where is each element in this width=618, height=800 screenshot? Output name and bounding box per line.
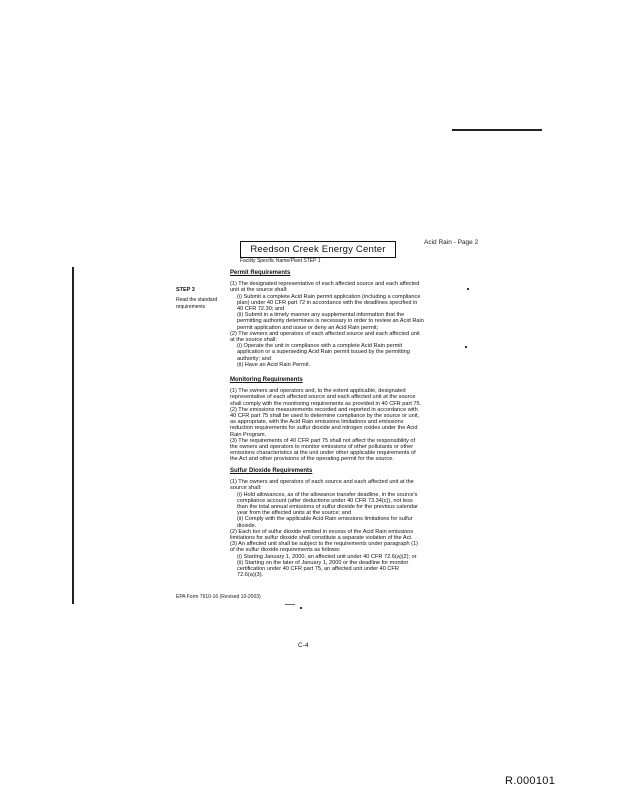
sulfur-dioxide-requirements-section	[230, 468, 485, 578]
body-line: plan) under 40 CFR part 72 in accordance with the deadlines specified in	[237, 299, 418, 306]
body-line: (2) Each ton of sulfur dioxide emitted in excess of the Acid Rain emissions	[230, 528, 414, 535]
body-line: (1) The designated representative of each affected source and each affected	[230, 281, 420, 288]
page-label: Acid Rain - Page 2	[424, 239, 479, 246]
scan-speck	[465, 346, 467, 348]
scan-artifact-line	[452, 129, 542, 131]
body-line: (ii) Have an Acid Rain Permit.	[237, 361, 311, 368]
section-title: Permit Requirements	[230, 270, 291, 276]
body-line: dioxide.	[237, 522, 257, 529]
body-line: Rain Program.	[230, 431, 267, 438]
body-line: permit application and issue or deny an Acid Rain permit;	[237, 324, 379, 331]
body-line: authority; and	[237, 355, 271, 362]
body-line: (1) The owners and operators and, to the extent applicable, designated	[230, 388, 406, 395]
left-margin-rule	[72, 267, 74, 604]
section-title: Monitoring Requirements	[230, 377, 303, 383]
body-line: 40 CFR 72.30; and	[237, 306, 285, 313]
step-label: STEP 3	[176, 287, 195, 293]
body-line: 72.6(a)(3).	[237, 572, 264, 579]
body-line: (ii) Submit in a timely manner any supplemental information that the	[237, 312, 405, 319]
form-reference: EPA Form 7610-16 (Revised 10-2003)	[176, 594, 261, 600]
body-line: (i) Starting January 1, 2000, an affected unit under 40 CFR 72.6(a)(2); or	[237, 553, 417, 560]
page-number: C-4	[298, 642, 309, 649]
body-line: (3) An affected unit shall be subject to the requirements under paragraph (1)	[230, 541, 419, 548]
body-line: (ii) Starting on the later of January 1, 2000 or the deadline for monitor	[237, 559, 409, 566]
body-line: unit at the source shall:	[230, 287, 288, 294]
body-line: shall comply with the monitoring requirements as provided in 40 CFR part 75.	[230, 400, 422, 407]
body-line: (3) The requirements of 40 CFR part 75 shall not affect the responsibility of	[230, 437, 416, 444]
body-line: source shall:	[230, 485, 262, 492]
facility-name-box: Reedson Creek Energy Center	[240, 241, 396, 258]
body-line: reduction requirements for sulfur dioxide and nitrogen oxides under the Acid	[230, 425, 418, 432]
body-line: application or a superseding Acid Rain permit issued by the permitting	[237, 349, 410, 356]
body-line: than the total annual emissions of sulfur dioxide for the previous calendar	[237, 504, 418, 511]
body-line: compliance account (after deductions under 40 CFR 73.34(c)), not less	[237, 497, 413, 504]
section-title: Sulfur Dioxide Requirements	[230, 468, 313, 474]
body-line: 40 CFR part 75 shall be used to determine compliance by the source or unit,	[230, 413, 420, 420]
body-line: at the source shall:	[230, 337, 277, 344]
body-line: (2) The emissions measurements recorded and reported in accordance with	[230, 406, 418, 413]
body-line: the owners and operators to monitor emissions of other pollutants or other	[230, 444, 414, 451]
body-line: of the sulfur dioxide requirements as follows:	[230, 547, 341, 554]
body-line: (2) The owners and operators of each affected source and each affected unit	[230, 330, 420, 337]
body-line: (i) Submit a complete Acid Rain permit application (including a compliance	[237, 293, 421, 300]
bates-number: R.000101	[505, 775, 556, 787]
body-line: the Act and other provisions of the operating permit for the source.	[230, 456, 394, 463]
body-line: certification under 40 CFR part 75, an affected unit under 40 CFR	[237, 566, 399, 573]
body-line: representative of each affected source and each affected unit at the source	[230, 394, 416, 401]
scan-speck	[300, 607, 302, 609]
facility-subtitle: Facility Specific Name/Plant STEP 1	[240, 258, 321, 264]
body-line: (ii) Comply with the applicable Acid Rain emissions limitations for sulfur	[237, 516, 413, 523]
step-description: Read the standard requirements	[176, 297, 218, 310]
permit-requirements-section	[230, 270, 485, 368]
body-line: as appropriate, with the Acid Rain emissions limitations and emissions	[230, 419, 404, 426]
scan-speck	[467, 288, 469, 290]
monitoring-requirements-section	[230, 377, 485, 463]
body-line: permitting authority determines is necessary in order to review an Acid Rain	[237, 318, 424, 325]
body-line: (1) The owners and operators of each source and each affected unit at the	[230, 479, 414, 486]
body-line: limitations for sulfur dioxide shall constitute a separate violation of the Act.	[230, 535, 413, 542]
body-line: year from the affected units at the source; and	[237, 510, 352, 517]
body-line: emissions characteristics at the unit under other applicable requirements of	[230, 450, 416, 457]
body-line: (i) Operate the unit in compliance with a complete Acid Rain permit	[237, 343, 403, 350]
scan-artifact-mark	[285, 604, 295, 605]
body-line: (i) Hold allowances, as of the allowance transfer deadline, in the source's	[237, 491, 418, 498]
